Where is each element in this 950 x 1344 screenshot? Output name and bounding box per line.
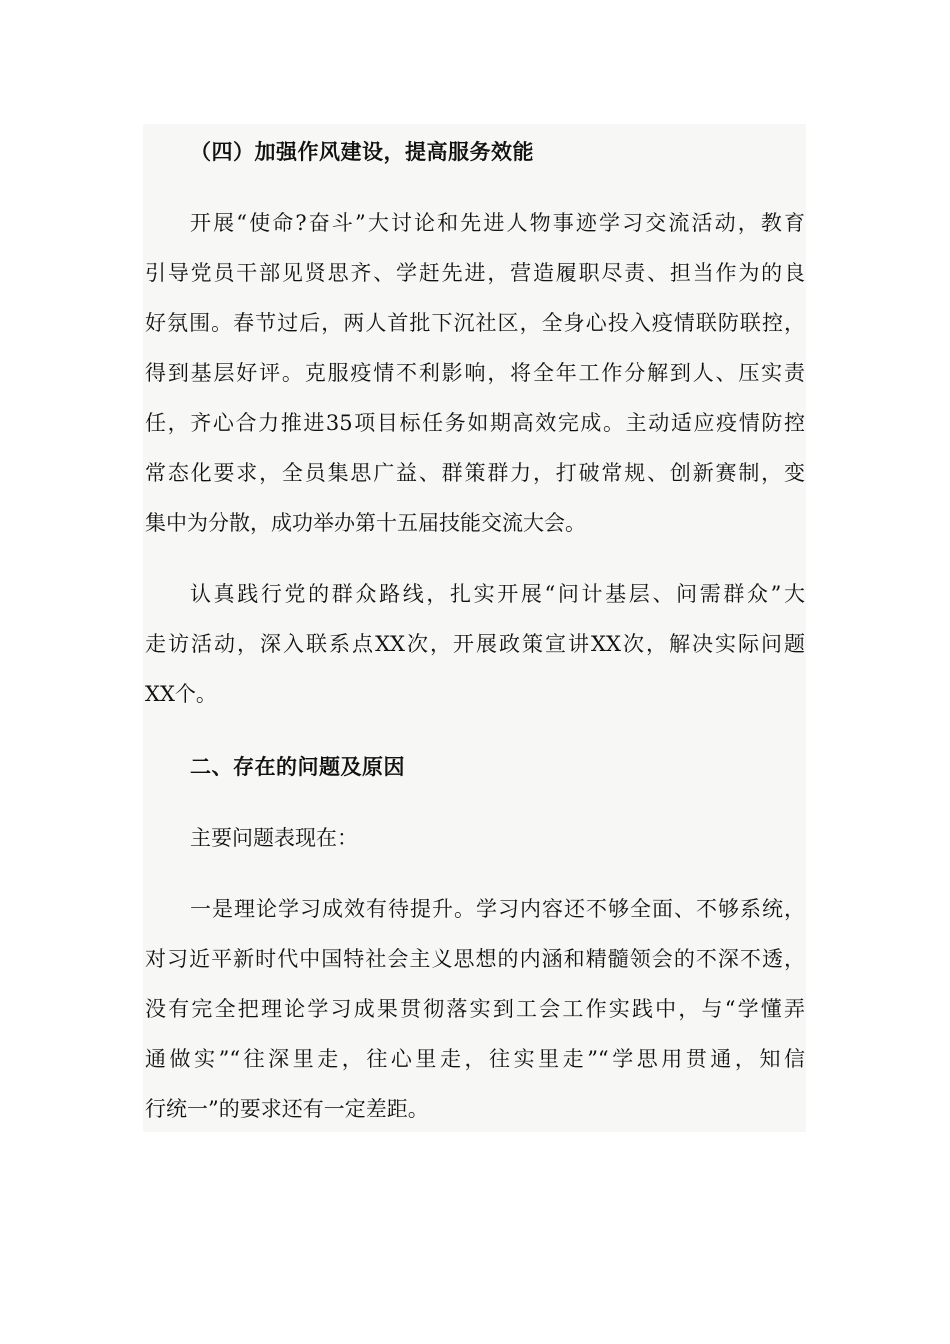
paragraph-line: 通做实”“往深里走，往心里走，往实里走”“学思用贯通，知信	[145, 1047, 805, 1071]
paragraph-line: 一是理论学习成效有待提升。学习内容还不够全面、不够系统，	[190, 897, 805, 921]
paragraph-line: 对习近平新时代中国特社会主义思想的内涵和精髓领会的不深不透，	[145, 947, 805, 971]
paragraph-line: 行统一”的要求还有一定差距。	[145, 1097, 429, 1121]
paragraph-line: 主要问题表现在：	[190, 826, 358, 850]
paragraph-line: 得到基层好评。克服疫情不利影响，将全年工作分解到人、压实责	[145, 361, 805, 385]
paragraph-line: 走访活动，深入联系点XX次，开展政策宣讲XX次，解决实际问题	[145, 632, 805, 656]
paragraph-work-style	[145, 198, 805, 548]
paragraph-line: XX个。	[145, 682, 217, 706]
paragraph-main-problems	[145, 813, 805, 863]
paragraph-line: 引导党员干部见贤思齐、学赶先进，营造履职尽责、担当作为的良	[145, 261, 805, 285]
paragraph-line: 集中为分散，成功举办第十五届技能交流大会。	[145, 511, 586, 535]
paragraph-line: 好氛围。春节过后，两人首批下沉社区，全身心投入疫情联防联控，	[145, 311, 805, 335]
section-two-heading: 二、存在的问题及原因	[190, 754, 405, 779]
paragraph-line: 认真践行党的群众路线，扎实开展“问计基层、问需群众”大	[190, 582, 805, 606]
section-four-heading: （四）加强作风建设，提高服务效能	[190, 139, 534, 164]
paragraph-line: 常态化要求，全员集思广益、群策群力，打破常规、创新赛制，变	[145, 461, 805, 485]
paragraph-theory-study	[145, 884, 805, 1134]
paragraph-line: 任，齐心合力推进35项目标任务如期高效完成。主动适应疫情防控	[145, 411, 805, 435]
paragraph-mass-line	[145, 569, 805, 719]
paragraph-line: 开展“使命?奋斗”大讨论和先进人物事迹学习交流活动，教育	[190, 211, 805, 235]
paragraph-line: 没有完全把理论学习成果贯彻落实到工会工作实践中，与“学懂弄	[145, 997, 805, 1021]
